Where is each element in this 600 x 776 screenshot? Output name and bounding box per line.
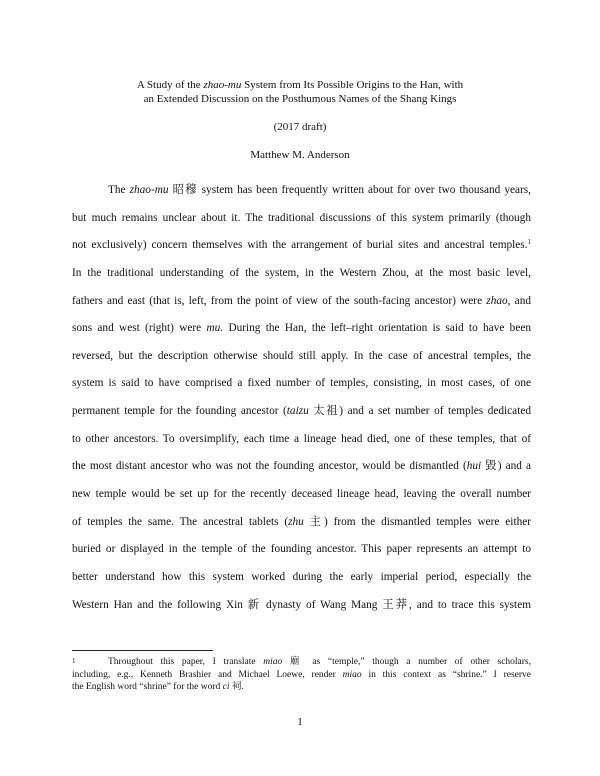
body-line: of temples the same. The ancestral tablets (zhu 主) from the dismantled temples were either: [72, 515, 532, 528]
footnote-line: Throughout this paper, I translate miao 廟 as “temple,” though a number of other scholars,: [108, 657, 532, 667]
footnote-separator: [72, 650, 213, 651]
body-line: to other ancestors. To oversimplify, each time a lineage head died, one of these temples, that of: [72, 432, 531, 445]
body-line: but much remains unclear about it. The traditional discussions of this system primarily (though: [72, 211, 531, 224]
page-number: 1: [297, 716, 303, 728]
body-line: fathers and east (that is, left, from the point of view of the south-facing ancestor) were zhao, and: [72, 294, 531, 307]
title-line-1: A Study of the zhao-mu System from Its Possible Origins to the Han, with: [136, 79, 464, 91]
body-line: system is said to have comprised a fixed number of temples, consisting, in most cases, of one: [72, 377, 531, 390]
footnote-marker[interactable]: 1: [527, 238, 531, 247]
title-line-2: an Extended Discussion on the Posthumous Names of the Shang Kings: [143, 92, 457, 105]
footnote-line: including, e.g., Kenneth Brashier and Michael Loewe, render miao in this context as “shrine.” I reserve: [72, 669, 531, 680]
body-line: In the traditional understanding of the system, in the Western Zhou, at the most basic level,: [72, 266, 531, 279]
body-line: reversed, but the description otherwise should still apply. In the case of ancestral temples, the: [72, 349, 531, 362]
body-line: permanent temple for the founding ancestor (taizu 太祖) and a set number of temples dedicated: [72, 405, 531, 418]
footnote-number: 1: [72, 657, 76, 665]
draft-label: (2017 draft): [273, 121, 327, 133]
body-line: buried or displayed in the temple of the founding ancestor. This paper represents an attempt to: [72, 543, 531, 556]
body-line: Western Han and the following Xin 新 dynasty of Wang Mang 王莽, and to trace this system: [72, 598, 531, 611]
body-text: [72, 183, 531, 625]
paper-title: [60, 79, 540, 106]
body-line: better understand how this system worked during the early imperial period, especially the: [72, 570, 531, 583]
author-name: Matthew M. Anderson: [250, 149, 350, 161]
body-line: new temple would be set up for the recently deceased lineage head, leaving the overall number: [72, 488, 531, 501]
body-line: not exclusively) concern themselves with the arrangement of burial sites and ancestral temples.$^1$: [72, 238, 531, 252]
body-line: the most distant ancestor who was not the founding ancestor, would be dismantled (hui 毀) and a: [72, 460, 532, 473]
body-line: The zhao-mu 昭穆 system has been frequently written about for over two thousand years,: [108, 184, 531, 196]
footnote: [72, 656, 531, 694]
footnote-line: the English word “shrine” for the word ci 祠.: [72, 682, 244, 692]
body-line: sons and west (right) were mu. During the Han, the left–right orientation is said to have been: [72, 322, 531, 335]
